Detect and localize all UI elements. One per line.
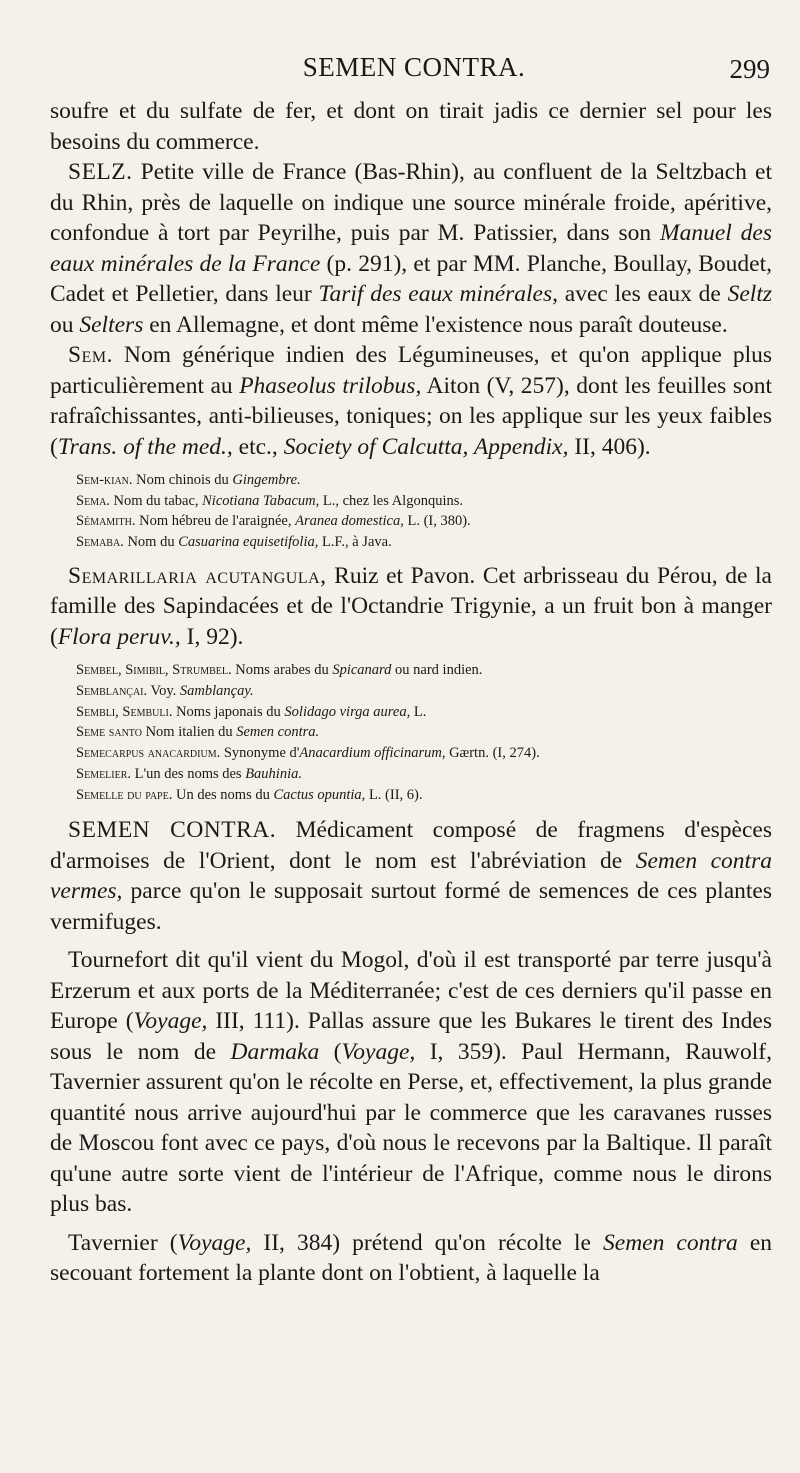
- entry-semelle-du-pape: Semelle du pape. Un des noms du Cactus opuntia, L. (II, 6).: [76, 786, 423, 803]
- running-title: SEMEN CONTRA.: [302, 52, 526, 82]
- entry-headword: Semaba.: [76, 534, 124, 551]
- entry-semelier: Semelier. L'un des noms des Bauhinia.: [76, 765, 302, 782]
- entry-headword: SEMEN CONTRA.: [68, 817, 277, 844]
- entry-headword: Semecarpus anacardium.: [76, 745, 221, 762]
- entry-headword: Sem.: [68, 342, 113, 368]
- entry-headword: Sema.: [76, 492, 110, 509]
- entry-sema: Sema. Nom du tabac, Nicotiana Tabacum, L., chez les Algonquins.: [76, 492, 464, 509]
- page-body: [50, 96, 772, 1289]
- entry-semecarpus: Semecarpus anacardium. Synonyme d'Anacardium officinarum, Gærtn. (I, 274).: [76, 745, 540, 762]
- entry-headword: Sembel, Simibil, Strumbel.: [76, 662, 232, 679]
- entry-headword: Semelle du pape.: [76, 786, 173, 803]
- entry-sembli: Sembli, Sembuli. Noms japonais du Solidago virga aurea, L.: [76, 703, 427, 720]
- entry-sem: Sem. Nom générique indien des Légumineuses, et qu'on applique plus particulièrement au Phaseolus trilobus, Aiton (V, 257), dont les feuilles sont rafraîchissantes, anti-bilieuses, toniques; on les applique sur les yeux faibles (Trans. of the med., etc., Society of Calcutta, Appendix, II, 406).: [50, 342, 772, 460]
- page-header: [58, 52, 770, 88]
- entry-semblancai: Semblançai. Voy. Samblançay.: [76, 683, 254, 700]
- paragraph-tournefort: Tournefort dit qu'il vient du Mogol, d'où il est transporté par terre jusqu'à Erzerum et aux ports de la Méditerranée; c'est de ces derniers qu'il passe en Europe (Voyage, III, 111). Pallas assure que les Bukares le tirent des Indes sous le nom de Darmaka (Voyage, I, 359). Paul Hermann, Rauwolf, Tavernier assurent qu'on le récolte en Perse, et, effectivement, la plus grande quantité nous arrive aujourd'hui par le commerce que les caravanes russes de Moscou font avec ce pays, d'où nous le recevons par la Baltique. Il paraît qu'une autre sorte vient de l'intérieur de l'Afrique, comme nous le dirons plus bas.: [50, 947, 773, 1218]
- entry-headword: Semblançai.: [76, 683, 148, 700]
- entry-headword: Sémamith.: [76, 513, 136, 530]
- entry-headword: Sem-kian.: [76, 472, 133, 488]
- entry-semamith: Sémamith. Nom hébreu de l'araignée, Aranea domestica, L. (I, 380).: [76, 513, 471, 530]
- entry-sem-kian: Sem-kian. Nom chinois du Gingembre.: [76, 472, 301, 488]
- entry-headword: Semelier.: [76, 765, 132, 782]
- entry-selz: SELZ. Petite ville de France (Bas-Rhin), au confluent de la Seltzbach et du Rhin, près de laquelle on indique une source minérale froide, apéritive, confondue à tort par Peyrilhe, puis par M. Patissier, dans son Manuel des eaux minérales de la France (p. 291), et par MM. Planche, Boullay, Boudet, Cadet et Pelletier, dans leur Tarif des eaux minérales, avec les eaux de Seltz ou Selters en Allemagne, et dont même l'existence nous paraît douteuse.: [50, 159, 773, 338]
- entry-semen-contra: SEMEN CONTRA. Médicament composé de fragmens d'espèces d'armoises de l'Orient, dont le nom est l'abréviation de Semen contra vermes, parce qu'on le supposait surtout formé de semences de ces plantes vermifuges.: [50, 817, 772, 935]
- page-number: 299: [729, 54, 770, 84]
- paragraph-soufre: soufre et du sulfate de fer, et dont on tirait jadis ce dernier sel pour les besoins du commerce.: [50, 98, 772, 155]
- entry-headword: Semarillaria acutangula,: [68, 562, 327, 589]
- entry-seme-santo: Seme santo Nom italien du Semen contra.: [76, 724, 320, 741]
- entry-sembel: Sembel, Simibil, Strumbel. Noms arabes du Spicanard ou nard indien.: [76, 662, 483, 679]
- paragraph-tavernier: Tavernier (Voyage, II, 384) prétend qu'on récolte le Semen contra en secouant fortement la plante dont on l'obtient, à laquelle la: [50, 1229, 773, 1287]
- entry-semaba: Semaba. Nom du Casuarina equisetifolia, L.F., à Java.: [76, 534, 392, 551]
- entry-semarillaria: Semarillaria acutangula, Ruiz et Pavon. Cet arbrisseau du Pérou, de la famille des Sapindacées et de l'Octandrie Trigynie, a un fruit bon à manger (Flora peruv., I, 92).: [50, 562, 772, 650]
- entry-headword: Seme santo: [76, 724, 142, 741]
- entry-headword: SELZ.: [68, 159, 133, 185]
- entry-headword: Sembli, Sembuli.: [76, 703, 173, 720]
